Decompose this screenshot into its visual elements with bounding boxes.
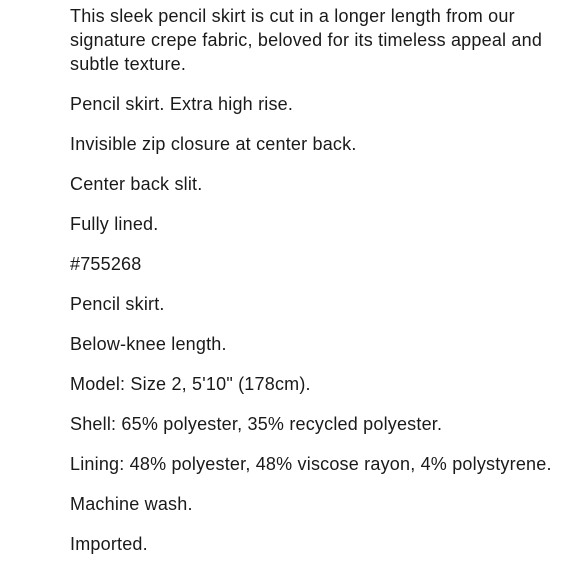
description-lining-fabric: Lining: 48% polyester, 48% viscose rayon, 4% polystyrene. [70, 454, 552, 474]
description-item-number: #755268 [70, 254, 142, 274]
description-style-rise: Pencil skirt. Extra high rise. [70, 94, 294, 114]
description-care: Machine wash. [70, 494, 193, 514]
description-closure: Invisible zip closure at center back. [70, 134, 357, 154]
description-model-size: Model: Size 2, 5'10" (178cm). [70, 374, 311, 394]
description-lining: Fully lined. [70, 214, 159, 234]
description-shell-fabric: Shell: 65% polyester, 35% recycled polyester. [70, 414, 443, 434]
description-length: Below-knee length. [70, 334, 227, 354]
description-slit: Center back slit. [70, 174, 203, 194]
description-intro: This sleek pencil skirt is cut in a longer length from our signature crepe fabric, beloved for its timeless appeal and subtle texture. [70, 6, 543, 74]
description-origin: Imported. [70, 534, 148, 554]
product-description [70, 4, 560, 572]
description-style: Pencil skirt. [70, 294, 165, 314]
